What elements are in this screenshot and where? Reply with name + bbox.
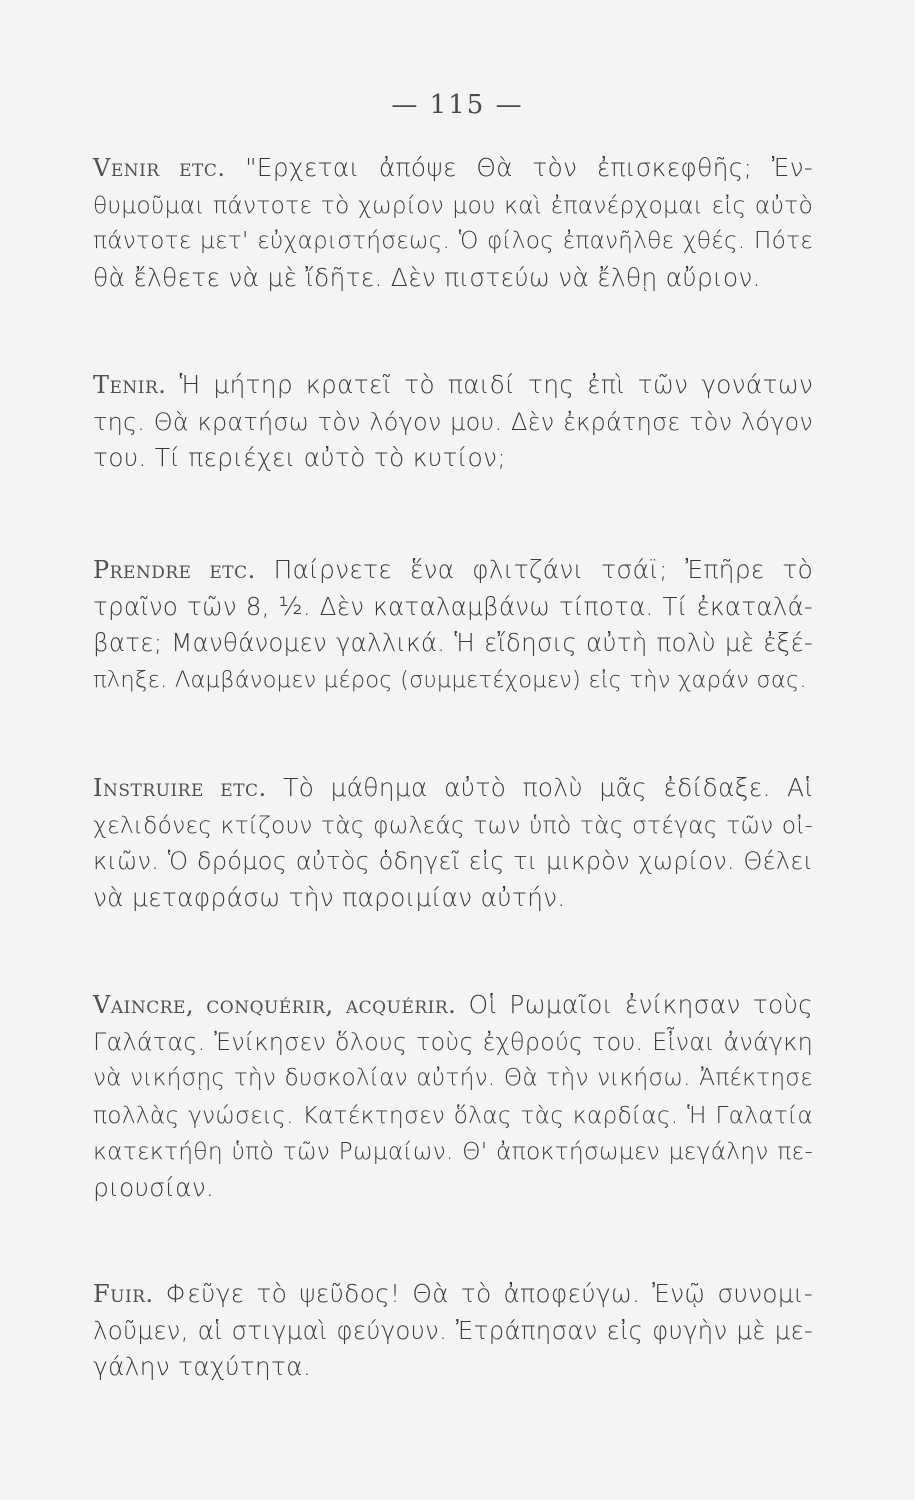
paragraph-keyword: Fuir.: [93, 1280, 154, 1308]
paragraph-line: πάντοτε μετ' εὐχαριστήσεως. Ὁ φίλος ἐπανῆλθε χθές. Πότε: [93, 227, 813, 254]
paragraph-text: Φεῦγε τὸ ψεῦδος! Θὰ τὸ ἀποφεύγω. Ἐνῷ συνομι-: [165, 1279, 813, 1308]
paragraph-line: [93, 552, 813, 589]
paragraph-line: Γαλάτας. Ἐνίκησεν ὅλους τοὺς ἐχθρούς του. Εἶναι ἀνάγκη: [93, 1027, 813, 1056]
paragraph-line: πολλὰς γνώσεις. Κατέκτησεν ὅλας τὰς καρδίας. Ἡ Γαλατία: [93, 1100, 813, 1129]
paragraph-line: ριουσίαν.: [93, 1172, 215, 1202]
paragraph-line: νὰ νικήσῃς τὴν δυσκολίαν αὐτήν. Θὰ τὴν νικήσω. Ἀπέκτησε: [93, 1064, 813, 1091]
paragraph-prendre: [93, 552, 813, 698]
paragraph-line: [93, 987, 813, 1024]
paragraph-line: γάλην ταχύτητα.: [93, 1352, 311, 1381]
paragraph-keyword: Vaincre, conquérir, acquérir.: [93, 991, 457, 1019]
paragraph-line: [93, 367, 813, 404]
paragraph-line: [93, 1276, 813, 1313]
paragraph-text: "Ερχεται ἀπόψε Θὰ τὸν ἐπισκεφθῆς; Ἐν-: [245, 153, 813, 182]
page-number: — 115 —: [391, 90, 524, 120]
paragraph-line: κατεκτήθη ὑπὸ τῶν Ρωμαίων. Θ' ἀποκτήσωμεν μεγάλην πε-: [93, 1137, 813, 1165]
paragraph-line: λοῦμεν, αἱ στιγμαὶ φεύγουν. Ἐτράπησαν εἰς φυγὴν μὲ με-: [93, 1315, 813, 1345]
paragraph-text: Παίρνετε ἕνα φλιτζάνι τσάϊ; Ἐπῆρε τὸ: [273, 555, 813, 584]
paragraph-line: βατε; Μανθάνομεν γαλλικά. Ἡ εἴδησις αὐτὴ πολὺ μὲ ἐξέ-: [93, 628, 813, 657]
paragraph-keyword: Venir etc.: [93, 154, 226, 182]
paragraph-instruire: [93, 770, 813, 916]
paragraph-line: [93, 770, 813, 807]
paragraph-line: κιῶν. Ὁ δρόμος αὐτὸς ὁδηγεῖ εἰς τι μικρὸν χωρίον. Θέλει: [93, 847, 813, 875]
paragraph-venir: [93, 150, 813, 296]
paragraph-line: του. Τί περιέχει αὐτὸ τὸ κυτίον;: [93, 443, 506, 472]
paragraph-keyword: Prendre etc.: [93, 556, 256, 584]
paragraph-line: πληξε. Λαμβάνομεν μέρος (συμμετέχομεν) εἰς τὴν χαράν σας.: [93, 666, 807, 693]
paragraph-line: [93, 150, 813, 187]
paragraph-line: θὰ ἔλθετε νὰ μὲ ἴδῆτε. Δὲν πιστεύω νὰ ἔλθῃ αὔριον.: [93, 262, 761, 292]
paragraph-fuir: [93, 1276, 813, 1386]
paragraph-text: Ἡ μήτηρ κρατεῖ τὸ παιδί της ἐπὶ τῶν γονάτων: [179, 370, 813, 399]
paragraph-tenir: [93, 367, 813, 477]
paragraph-line: νὰ μεταφράσω τὴν παροιμίαν αὐτήν.: [93, 882, 566, 912]
paragraph-keyword: Instruire etc.: [93, 774, 267, 802]
paragraph-text: Οἱ Ρωμαῖοι ἐνίκησαν τοὺς: [468, 990, 813, 1019]
paragraph-line: χελιδόνες κτίζουν τὰς φωλεάς των ὑπὸ τὰς στέγας τῶν οἰ-: [93, 810, 813, 839]
paragraph-line: τραῖνο τῶν 8, ½. Δὲν καταλαμβάνω τίποτα. Τί ἐκαταλά-: [93, 591, 813, 621]
paragraph-line: της. Θὰ κρατήσω τὸν λόγον μου. Δὲν ἐκράτησε τὸν λόγον: [93, 407, 813, 436]
paragraph-line: θυμοῦμαι πάντοτε τὸ χωρίον μου καὶ ἐπανέρχομαι εἰς αὐτὸ: [93, 190, 813, 219]
paragraph-vaincre: [93, 987, 813, 1206]
paragraph-keyword: Tenir.: [93, 371, 167, 399]
paragraph-text: Τὸ μάθημα αὐτὸ πολὺ μᾶς ἐδίδαξε. Αἱ: [283, 773, 814, 802]
